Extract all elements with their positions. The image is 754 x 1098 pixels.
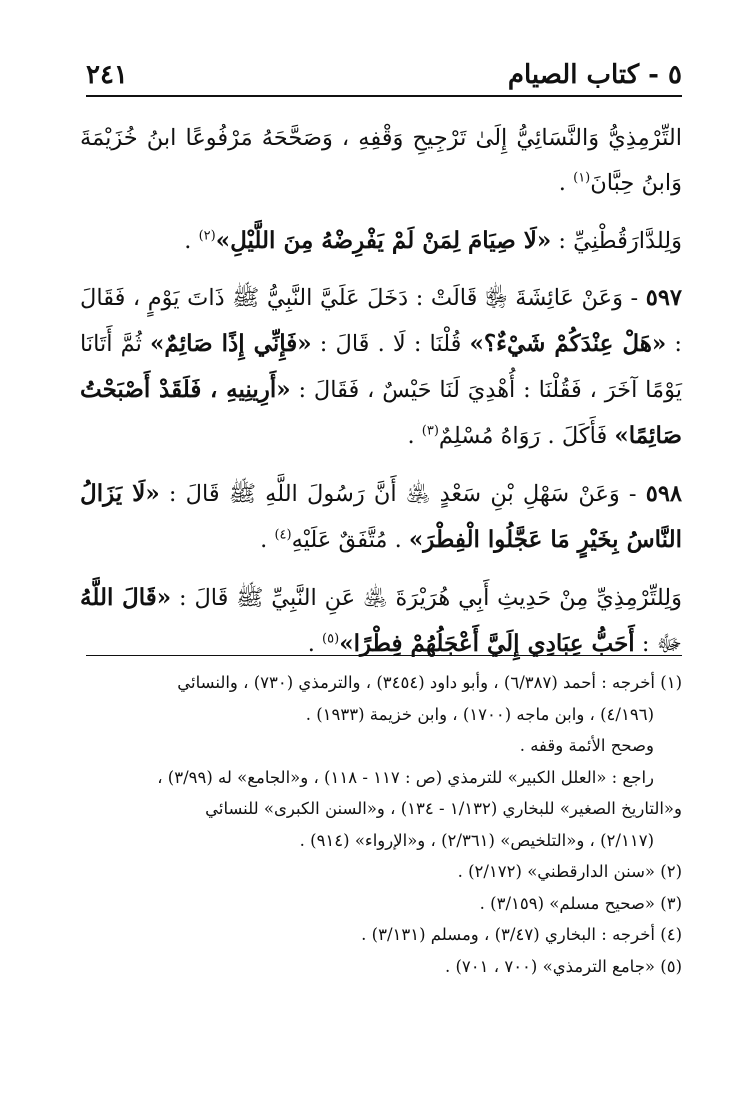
footnote-4: (٤) أخرجه : البخاري (٣/٤٧) ، ومسلم (٣/١٣١) . [361, 925, 682, 944]
hadith-text: «لَا يَزَالُ النَّاسُ بِخَيْرٍ مَا عَجَّلُوا الْفِطْرَ» [80, 480, 682, 553]
footnote-1-line: (١) أخرجه : أحمد (٦/٣٨٧) ، وأبو داود (٣٤٥٤) ، والترمذي (٧٣٠) ، والنسائي [177, 673, 682, 692]
footnote-1-line: (٢/١١٧) ، و«التلخيص» (٢/٣٦١) ، و«الإرواء» (٩١٤) . [299, 830, 654, 850]
paragraph-text: ﷻ : [634, 631, 682, 657]
footnote-ref: (١) [573, 170, 591, 186]
footnote-2: (٢) «سنن الدارقطني» (٢/١٧٢) . [457, 862, 682, 881]
punctuation: . [558, 170, 574, 196]
hadith-598 [80, 471, 682, 563]
punctuation: . [184, 228, 199, 254]
hadith-text: «قَالَ اللَّهُ [80, 584, 172, 611]
paragraph-tirmidhi [80, 575, 682, 667]
footnote-ref: (٢) [198, 228, 216, 244]
footnote-1-line: (٤/١٩٦) ، وابن ماجه (١٧٠٠) ، وابن خزيمة (١٩٣٣) . [305, 704, 654, 724]
hadith-text: «أَرِينِيهِ ، فَلَقَدْ أَصْبَحْتُ صَائِمًا» [80, 376, 682, 449]
paragraph-text: وَلِلدَّارَقُطْنِيِّ : [551, 228, 682, 254]
header-divider [86, 95, 682, 97]
footnotes [80, 667, 682, 982]
paragraph-text: . مُتَّفَقٌ عَلَيْهِ [291, 527, 409, 553]
chapter-title: ٥ - كتاب الصيام [507, 60, 682, 90]
punctuation: . [307, 631, 323, 657]
hadith-text: «فَإِنِّي إِذًا صَائِمٌ» [150, 330, 312, 357]
footnote-ref: (٥) [322, 631, 340, 647]
punctuation: . [407, 423, 422, 449]
punctuation: . [260, 527, 275, 553]
footnote-5: (٥) «جامع الترمذي» (٧٠٠ ، ٧٠١) . [444, 956, 682, 976]
footnote-1-line: وصحح الأئمة وقفه . [519, 736, 654, 755]
hadith-597 [80, 276, 682, 459]
hadith-text: «هَلْ عِنْدَكُمْ شَيْءٌ؟» [469, 330, 667, 357]
hadith-number: ٥٩٨ [645, 481, 682, 507]
footnote-1-line: راجع : «العلل الكبير» للترمذي (ص : ١١٧ - ١١٨) ، و«الجامع» له (٣/٩٩) ، [157, 767, 654, 787]
hadith-number: ٥٩٧ [645, 285, 682, 311]
hadith-text: «لَا صِيَامَ لِمَنْ لَمْ يَفْرِضْهُ مِنَ اللَّيْلِ» [215, 227, 552, 254]
hadith-text: أَحَبُّ عِبَادِي إِلَيَّ أَعْجَلُهُمْ فِطْرًا» [339, 630, 635, 657]
paragraph-text: التِّرْمِذِيُّ وَالنَّسَائِيُّ إِلَىٰ تَرْجِيحِ وَقْفِهِ ، وَصَحَّحَهُ مَرْفُوعًا ابنُ خُزَيْمَةَ وَابنُ حِبَّانَ [80, 125, 682, 196]
paragraph-text: فَأَكَلَ . رَوَاهُ مُسْلِمٌ [438, 423, 615, 449]
footnote-ref: (٤) [274, 527, 292, 543]
paragraph-text: - وَعَنْ عَائِشَةَ ﵂ قَالَتْ : دَخَلَ عَلَيَّ النَّبِيُّ ﷺ ذَاتَ يَوْمٍ ، فَقَالَ : [80, 285, 683, 357]
page-number: ٢٤١ [86, 60, 128, 90]
paragraph-continuation [80, 116, 682, 206]
footnote-3: (٣) «صحيح مسلم» (٣/١٥٩) . [479, 893, 682, 913]
running-header [86, 58, 682, 94]
footnote-1-line: و«التاريخ الصغير» للبخاري (١/١٣٢ - ١٣٤) ، و«السنن الكبرى» للنسائي [205, 799, 682, 818]
main-text [80, 116, 682, 679]
paragraph-text: قُلْنَا : لَا . قَالَ : [311, 331, 470, 357]
paragraph-text: ثُمَّ أَتَانَا يَوْمًا آخَرَ ، فَقُلْنَا : أُهْدِيَ لَنَا حَيْسٌ ، فَقَالَ : [80, 331, 682, 403]
footnote-ref: (٣) [421, 423, 439, 439]
paragraph-daraqutni [80, 218, 682, 264]
paragraph-text: وَلِلتِّرْمِذِيِّ مِنْ حَدِيثِ أَبِي هُرَيْرَةَ ﵁ عَنِ النَّبِيِّ ﷺ قَالَ : [171, 585, 682, 611]
footnote-separator [86, 655, 682, 656]
paragraph-text: - وَعَنْ سَهْلِ بْنِ سَعْدٍ ﵁ أَنَّ رَسُولَ اللَّهِ ﷺ قَالَ : [159, 481, 646, 507]
